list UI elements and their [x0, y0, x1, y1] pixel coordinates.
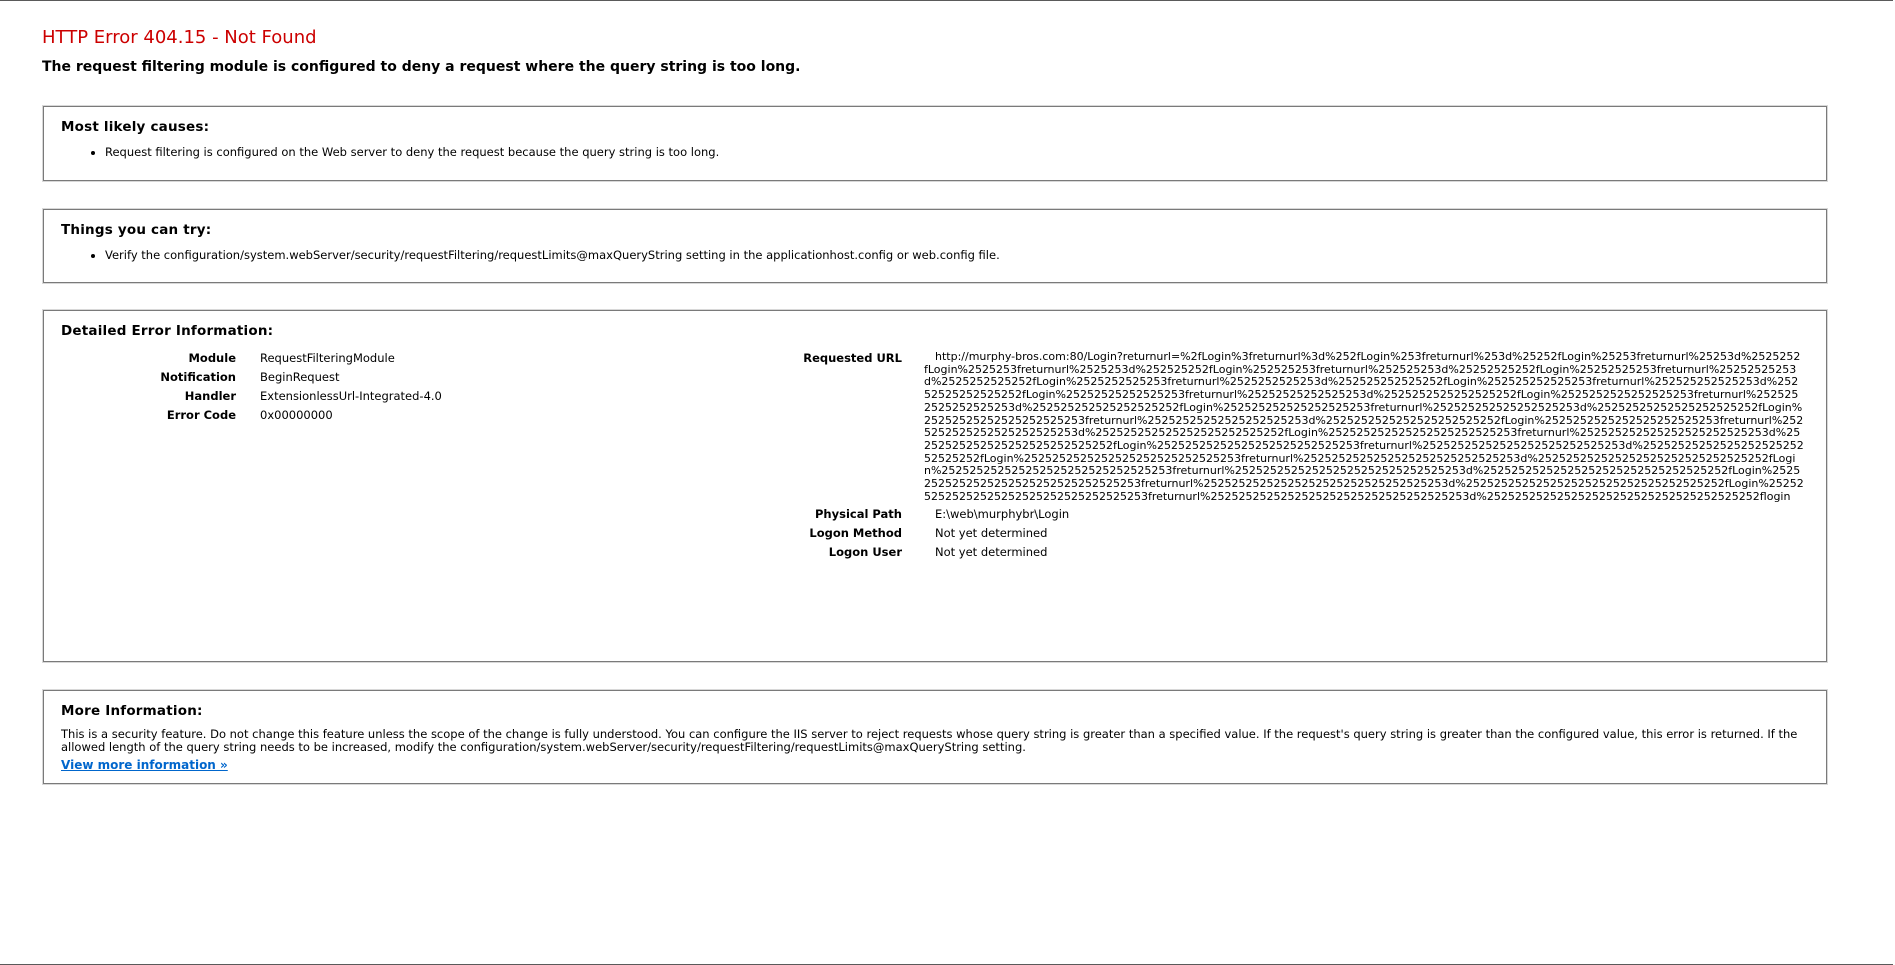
requested-url-value[interactable]: http://murphy-bros.com:80/Login?returnurl=%2fLogin%3freturnurl%3d%252fLogin%253freturnurl%253d%25252fLogin%25253freturnurl%25253d%2525252fLogin%2525253freturnurl%2525253d%252525252fLogin%252525253freturnurl%252525253d%25252525252fLogin%25252525253freturnurl%25252525253d%2525252525252fLogin%2525252525253freturnurl%2525252525253d%252525252525252fLogin%252525252525253freturnurl%252525252525253d%25252525252525252fLogin%25252525252525253freturnurl%25252525252525253d%2525252525252525252fLogin%2525252525252525253freturnurl%2525252525252525253d%252525252525252525252fLogin%252525252525252525253freturnurl%252525252525252525253d%25252525252525252525252fLogin%25252525252525252525253freturnurl%25252525252525252525253d%2525252525252525252525252fLogin%2525252525252525252525253freturnurl%2525252525252525252525253d%252525252525252525252525252fLogin%252525252525252525252525253freturnurl%252525252525252525252525253d%25252525252525252525252525252fLogin%25252525252525252525252525253freturnurl%25252525252525252525252525253d%2525252525252525252525252525252fLogin%2525252525252525252525252525253freturnurl%2525252525252525252525252525253d%252525252525252525252525252525252fLogin%252525252525252525252525252525253freturnurl%252525252525252525252525252525253d%25252525252525252525252525252525252fLogin%25252525252525252525252525252525253freturnurl%25252525252525252525252525252525253d%2525252525252525252525252525252525252fLogin%2525252525252525252525252525252525253freturnurl%2525252525252525252525252525252525253d%252525252525252525252525252525252525252flogin [924, 350, 1804, 503]
things-you-can-try-panel [43, 209, 1827, 283]
more-heading: More Information: [61, 703, 203, 719]
error-header [42, 26, 801, 76]
logon-method-value: Not yet determined [935, 526, 1048, 541]
try-item: • Verify the configuration/system.webServer/security/requestFiltering/requestLimits@maxQueryString setting in the applicationhost.config or web.config file. [105, 247, 1810, 263]
detail-row-requested-url [684, 351, 1804, 503]
detail-row-module [61, 351, 661, 370]
detail-label: Module [188, 351, 236, 365]
view-more-information-link[interactable]: View more information » [61, 758, 228, 772]
detail-label: Notification [160, 370, 236, 384]
detail-value [924, 526, 1804, 545]
cause-item: • Request filtering is configured on the Web server to deny the request because the query string is too long. [105, 144, 1810, 160]
detail-row-logon-method [684, 526, 1804, 545]
detail-row-error-code [61, 408, 661, 427]
detail-value: ExtensionlessUrl-Integrated-4.0 [260, 389, 442, 403]
causes-heading: Most likely causes: [61, 119, 210, 135]
detail-left-table [61, 351, 661, 427]
detail-right-table [684, 351, 1804, 564]
detail-heading: Detailed Error Information: [61, 323, 274, 339]
detail-row-logon-user [684, 545, 1804, 564]
try-list [61, 247, 1810, 263]
more-information-panel [43, 690, 1827, 784]
error-subtitle: The request filtering module is configured to deny a request where the query string is too long. [42, 59, 801, 75]
detail-label: Handler [184, 389, 236, 403]
detailed-error-panel [43, 310, 1827, 662]
detail-label: Error Code [166, 408, 236, 422]
detail-label: Requested URL [803, 351, 902, 365]
detail-row-notification [61, 370, 661, 389]
causes-list [61, 144, 1810, 160]
detail-row-physical-path [684, 503, 1804, 526]
try-heading: Things you can try: [61, 222, 212, 238]
detail-row-handler [61, 389, 661, 408]
error-title: HTTP Error 404.15 - Not Found [42, 27, 317, 48]
detail-label: Physical Path [815, 507, 902, 522]
detail-value [924, 351, 1804, 503]
detail-value [924, 503, 1804, 526]
physical-path-value: E:\web\murphybr\Login [935, 507, 1070, 522]
detail-label: Logon User [828, 545, 902, 560]
detail-label: Logon Method [809, 526, 902, 541]
logon-user-value: Not yet determined [935, 545, 1048, 560]
most-likely-causes-panel [43, 106, 1827, 181]
detail-value [924, 545, 1804, 564]
detail-value: 0x00000000 [260, 408, 333, 422]
detail-value: BeginRequest [260, 370, 340, 384]
more-info-text: This is a security feature. Do not change this feature unless the scope of the change is fully understood. You can configure the IIS server to reject requests whose query string is greater than a specified value. If the request's query string is greater than the configured value, this error is returned. If the allowed length of the query string needs to be increased, modify the configuration/system.webServer/security/requestFiltering/requestLimits@maxQueryString setting. [61, 727, 1798, 754]
detail-value: RequestFilteringModule [260, 351, 395, 365]
